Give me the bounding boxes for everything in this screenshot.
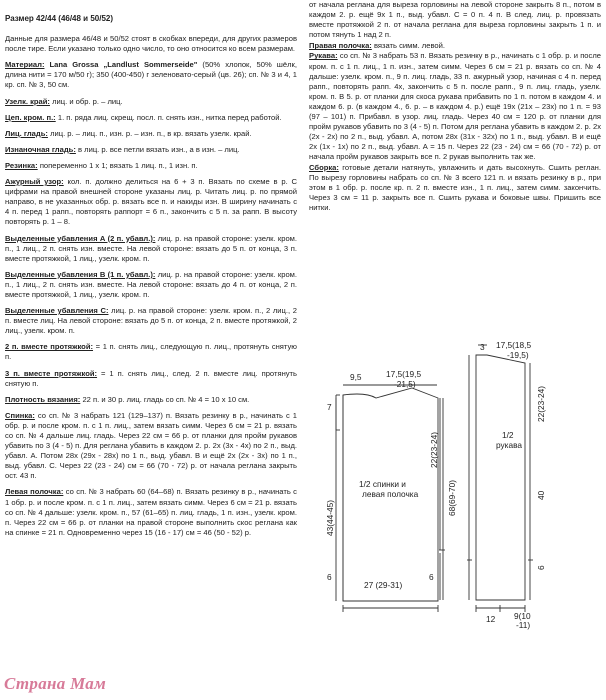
sleeve-rib-label: 6 (536, 565, 546, 570)
body-bottom-width-label: 27 (29-31) (364, 580, 403, 590)
body-rib-right-label: 6 (429, 572, 434, 582)
edge-label: Узелк. край: (5, 96, 50, 106)
lace-label: Ажурный узор: (5, 177, 64, 187)
raglan-width-label-1: 17,5(19,5 (386, 369, 422, 379)
top-depth-label: 7 (327, 402, 332, 412)
chain-label: Цеп. кром. п.: (5, 112, 56, 122)
reverse-label: Изнаночная гладь: (5, 144, 76, 154)
sleeves-label: Рукава: (309, 51, 338, 61)
site-watermark: Страна Мам (4, 674, 107, 693)
side-height-label: 43(44-45) (325, 500, 335, 536)
total-height-label: 68(69-70) (447, 480, 457, 516)
assembly-label: Сборка: (309, 162, 339, 172)
edge-text: лиц. и обр. р. – лиц. (52, 96, 123, 106)
materials-brand: Lana Grossa „Landlust Sommerseide" (49, 60, 198, 70)
continuation-paragraph: от начала реглана для выреза горловины на левой стороне закрыть 8 п., потом в каждом 2. р. ещё 9х 1 п., выд. убавл. С = 0 п. 4 п. В след. лиц. р. провязать вместе протяжкой 2 п. от начала реглана для выреза горловины закрыть 1 п. и потом тянуть 1 над 2 п. (309, 0, 601, 40)
assembly-text: готовые детали натянуть, увлажнить и дать высохнуть. Сшить реглан. По вырезу горловины набрать со сп. № 3 всего 121 п. и вязать резинку в р., при этом в 1 обр. р. после кр. п. 2 п. вместе изн., 1 п. лиц., затем симм. закончить. Через 3 см = 11 р. закрыть все п. Сшить рукава и боковые швы. Пришить все нитки. (309, 162, 601, 212)
k3tog-label: 3 п. вместе протяжкой: (5, 368, 98, 378)
k2tog-label: 2 п. вместе протяжкой: (5, 342, 94, 352)
sleeve-piece-label-2: рукава (496, 440, 523, 450)
sleeve-bottom-right-label-1: 9(10 (514, 611, 531, 621)
decrease-a-label: Выделенные убавления А (2 п. убавл.): (5, 233, 156, 243)
decrease-b-label: Выделенные убавления В (1 п. убавл.): (5, 269, 156, 279)
k2tog-text: = 1 п. снять лиц., следующую п. лиц., протянуть снятую п. (5, 342, 297, 362)
lace-text: кол. п. должно делиться на 6 + 3 п. Вязать по схеме в р. С цифрами на правой внешней стороне указаны лиц. р. Читать лиц. р. по прямой направо, в не указанных обр. р. вязать все п. и накиды изн. В ширину начинать с 4 п. перед 1 рапп., повторять раппорт = 6 п., закончить с 5 п. за рапп. В высоту повторять р. 1 – 8. (5, 177, 297, 227)
left-front-label: Левая полочка: (5, 487, 64, 497)
right-front-label: Правая полочка: (309, 41, 372, 51)
sleeve-top-width-label-1: 17,5(18,5 (496, 340, 532, 350)
back-label: Спинка: (5, 410, 35, 420)
right-front-text: вязать симм. левой. (373, 41, 445, 51)
decrease-a-text: лиц. р. на правой стороне: узелк. кром. п., 1 лиц., 2 п. снять изн. вместе. На левой стороне: вязать до 5 п. от конца, 3 п. вместе протяжкой, 1 лиц., узелк. кром. п. (5, 233, 298, 263)
gauge-label: Плотность вязания: (5, 394, 81, 404)
armhole-depth-label: 22(23-24) (429, 432, 439, 468)
sleeve-bottom-left-label: 12 (486, 614, 496, 624)
sleeves-text: со сп. № 3 набрать 53 п. Вязать резинку в р., начинать с 1 обр. р. и после кром. п. с 1 п. лиц., 1 п. изн., затем симм. Через 6 см = 21 р. вязать со сп. № 4 дальше: узелк. кром. п., 9 п. лиц. гладь, 33 п. ажурный узор, начиная с 4 п. перед рапп., повторять рапп. 4х, закончить с 5 п. после рапп., 9 п. лиц. гладь, узелк. кром. п. В 5. р. от планки для скоса рукава прибавить по 1 п. потом в каждом 4. и каждом 6. р. (в каждом 4., 6. р. – в каждом 4. р.) ещё 19х (21х – 23х) по 1 п. = 93 (97 – 101) п. Прибавл. в узор. лиц. гладь. Через 40 см = 120 р. от планки для пройм рукавов убавить по 3 (4 - 5) п. Потом для реглана убавить в каждом 2. р. 2х (2х - 2х) по 2 п., выд. убавл. А, потом 28х (31х - 32х) по 1 п., выд. убавл. В и ещё 2х (1х - 1х) по 2 п., выд. убавл. А = 15 п. Через 22 (23 - 24) см = 66 (70 - 72) р. от начала пройм рукавов закрыть все п. 2 рукав выполнить так же. (309, 51, 601, 162)
rib-label: Резинка: (5, 160, 38, 170)
neck-width-label: 9,5 (350, 372, 362, 382)
decrease-c-label: Выделенные убавления С: (5, 306, 109, 316)
sleeve-top-small-label: 3 (480, 342, 485, 352)
body-piece-label-2: левая полочка (362, 489, 419, 499)
reverse-text: в лиц. р. все петли вязать изн., а в изн. – лиц. (78, 144, 240, 154)
k3tog-text: = 1 п. снять лиц., след. 2 п. вместе лиц. протянуть снятую п. (5, 368, 297, 388)
body-piece-label-1: 1/2 спинки и (359, 479, 406, 489)
materials-text: (50% хлопок, 50% шёлк, длина нити = 170 м/50 г); 350 (400-450) г зеленовато-серый (цв. 26); сп. № 3 и 4, 1 кр. сп. № 3, 50 см. (5, 60, 297, 90)
chain-text: 1. п. ряда лиц. скрещ. посл. п. снять изн., нитка перед работой. (57, 112, 282, 122)
stockinette-label: Лиц. гладь: (5, 128, 48, 138)
sleeve-top-width-label-2: -19,5) (507, 350, 529, 360)
back-text: со сп. № 3 набрать 121 (129–137) п. Вязать резинку в р., начинать с 1 обр. р. и после кром. п. с 1 п. лиц., затем вязать симм. Через 6 см = 21 р. вязать со сп. № 4 дальше лиц. гладь. Через 22 см = 66 р. от планки для пройм рукавов убавить по 3 (4 - 5) п. Для реглана убавить в каждом 2. р. 2х (3х - 4х) по 2 п., выд. убавл. А. Потом 28х (29х - 28х) по 1 п., выд. убавл. В и ещё 2х (2х - 3х) по 1 п., выд. убавл. С. Через 22 (23 - 24) см = 66 (70 - 72) р. от начала реглана закрыть ост. 43 п. (5, 410, 297, 481)
sleeve-piece-outline (476, 355, 525, 600)
materials-label: Материал: (5, 60, 45, 70)
sleeve-raglan-depth-label: 22(23-24) (536, 386, 546, 422)
stockinette-text: лиц. р. – лиц. п., изн. р. – изн. п., в кр. вязать узелк. край. (50, 128, 252, 138)
raglan-width-label-2: -21,5) (394, 379, 416, 389)
gauge-text: 22 п. и 30 р. лиц. гладь со сп. № 4 = 10 х 10 см. (82, 394, 250, 404)
decrease-c-text: лиц. р. на правой стороне: узелк. кром. п., 2 лиц., 2 п. вместе лиц. На левой стороне: вязать до 5 п. от конца, 2 п. вместе протяжкой, 2 лиц., узелк. кром. п. (5, 306, 297, 336)
rib-text: попеременно 1 х 1; вязать 1 лиц. п., 1 изн. п. (39, 160, 198, 170)
sleeve-piece-label-1: 1/2 (502, 430, 514, 440)
size-title: Размер 42/44 (46/48 и 50/52) (5, 14, 114, 23)
sleeve-length-label: 40 (536, 490, 546, 500)
sleeve-bottom-right-label-2: -11) (516, 620, 531, 630)
body-rib-label: 6 (327, 572, 332, 582)
decrease-b-text: лиц. р. на правой стороне: узелк. кром. п., 1 лиц., 2 п. снять изн. вместе. На левой стороне: вязать до 4 п. от конца, 2 п. вместе протяжкой, 1 лиц., узелк. кром. п. (5, 269, 298, 299)
intro-paragraph: Данные для размера 46/48 и 50/52 стоят в скобках впереди, для других размеров после тире. Если указано только одно число, то оно относится ко всем размерам. (5, 34, 297, 54)
left-front-text: со сп. № 3 набрать 60 (64–68) п. Вязать резинку в р., начинать с 1 обр. р. и после кром. п. с 1 п. лиц., затем вязать симм. Через 6 см = 21 р. вязать со сп. № 4 дальше: узелк. кром. п., 57 (61–65) п. лиц. гладь, 1 п. изн., узелк. кром. п. Через 22 см = 66 р. от планки на правой стороне выполнить скос реглана как на спинке = 21 п. Одновременно через 15 (16 - 17) см = 46 (50 - 52) р. (5, 487, 297, 537)
